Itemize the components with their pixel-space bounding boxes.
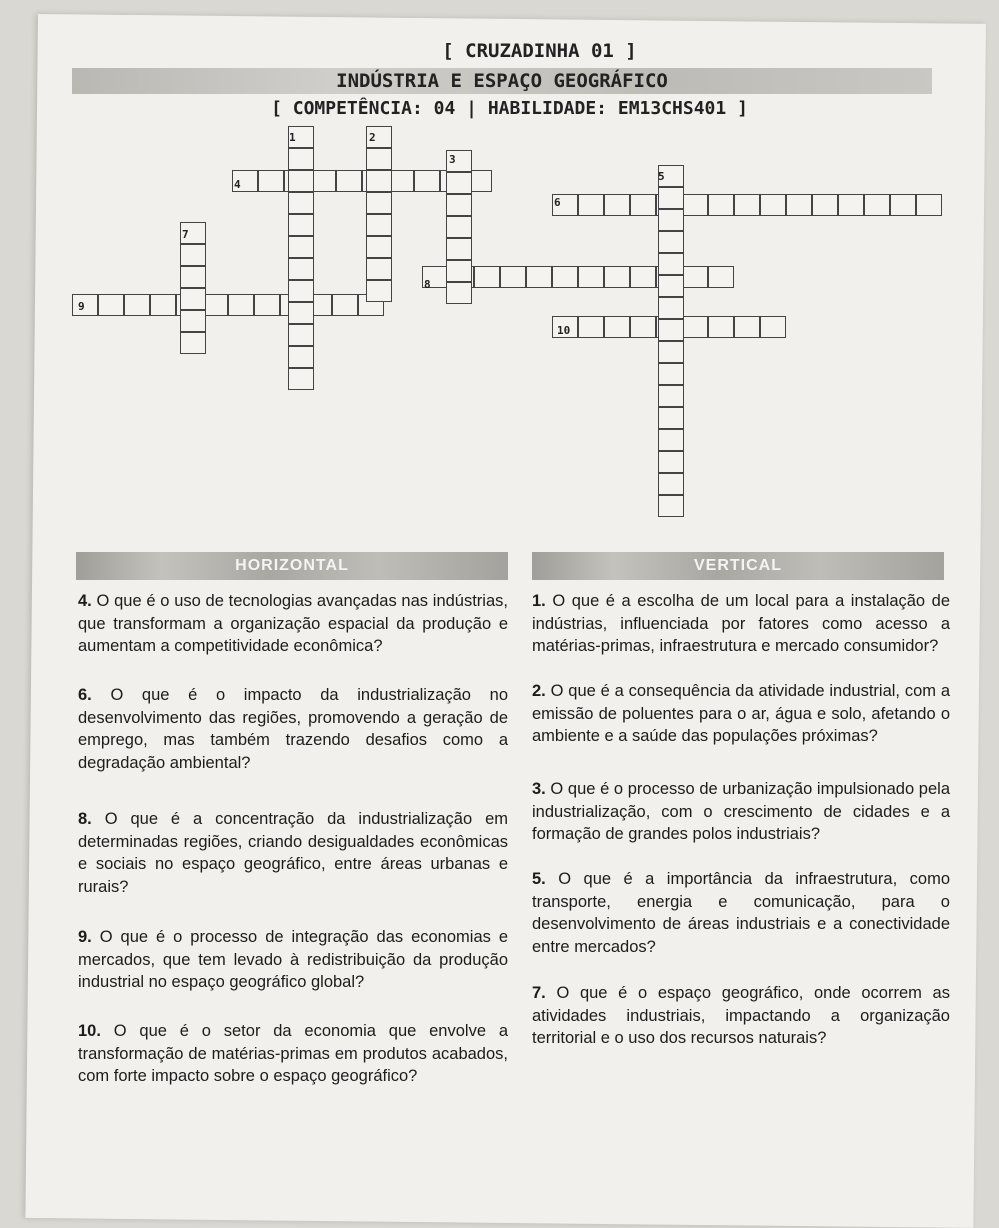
crossword-cell-word-5[interactable] bbox=[658, 341, 684, 363]
vertical-header: VERTICAL bbox=[532, 552, 944, 580]
crossword-cell-word-8[interactable] bbox=[708, 266, 734, 288]
crossword-cell-word-5[interactable] bbox=[658, 319, 684, 341]
crossword-cell-word-8[interactable] bbox=[682, 266, 708, 288]
crossword-cell-word-5[interactable] bbox=[658, 231, 684, 253]
crossword-cell-word-9[interactable] bbox=[72, 294, 98, 316]
crossword-cell-word-10[interactable] bbox=[578, 316, 604, 338]
crossword-cell-word-10[interactable] bbox=[604, 316, 630, 338]
clue-horizontal-9: 9. O que é o processo de integração das economias e mercados, que tem levado à redistribuição da produção industrial no espaço geográfico global? bbox=[78, 928, 509, 991]
crossword-cell-word-1[interactable] bbox=[288, 170, 314, 192]
crossword-cell-word-2[interactable] bbox=[366, 280, 392, 302]
crossword-cell-word-4[interactable] bbox=[336, 170, 362, 192]
clue-vertical-1: 1. O que é a escolha de um local para a instalação de indústrias, influenciada por fatores como acesso a matérias-primas, infraestrutura e mercado consumidor? bbox=[532, 592, 951, 655]
grid-number-5: 5 bbox=[658, 170, 665, 183]
crossword-cell-word-5[interactable] bbox=[658, 297, 684, 319]
crossword-cell-word-5[interactable] bbox=[658, 385, 684, 407]
crossword-cell-word-6[interactable] bbox=[708, 194, 734, 216]
crossword-cell-word-3[interactable] bbox=[446, 172, 472, 194]
grid-number-3: 3 bbox=[449, 153, 456, 166]
crossword-cell-word-7[interactable] bbox=[180, 244, 206, 266]
crossword-cell-word-7[interactable] bbox=[180, 288, 206, 310]
clue-horizontal-10: 10. O que é o setor da economia que envolve a transformação de matérias-primas em produtos acabados, com forte impacto sobre o espaço geográfico? bbox=[78, 1022, 508, 1085]
crossword-cell-word-6[interactable] bbox=[578, 194, 604, 216]
crossword-cell-word-2[interactable] bbox=[366, 214, 392, 236]
crossword-cell-word-1[interactable] bbox=[288, 192, 314, 214]
crossword-cell-word-8[interactable] bbox=[630, 266, 656, 288]
crossword-cell-word-9[interactable] bbox=[150, 294, 176, 316]
grid-number-9: 9 bbox=[78, 300, 85, 313]
crossword-cell-word-10[interactable] bbox=[734, 316, 760, 338]
crossword-cell-word-9[interactable] bbox=[124, 294, 150, 316]
crossword-cell-word-5[interactable] bbox=[658, 473, 684, 495]
crossword-cell-word-3[interactable] bbox=[446, 194, 472, 216]
crossword-cell-word-7[interactable] bbox=[180, 266, 206, 288]
clue-vertical-7: 7. O que é o espaço geográfico, onde ocorrem as atividades industriais, impactando a organização territorial e o uso dos recursos naturais? bbox=[532, 984, 950, 1047]
crossword-cell-word-10[interactable] bbox=[760, 316, 786, 338]
crossword-cell-word-9[interactable] bbox=[228, 294, 254, 316]
crossword-cell-word-5[interactable] bbox=[658, 275, 684, 297]
crossword-cell-word-7[interactable] bbox=[180, 310, 206, 332]
crossword-cell-word-9[interactable] bbox=[98, 294, 124, 316]
crossword-cell-word-6[interactable] bbox=[864, 194, 890, 216]
crossword-cell-word-9[interactable] bbox=[332, 294, 358, 316]
crossword-cell-word-6[interactable] bbox=[916, 194, 942, 216]
crossword-cell-word-5[interactable] bbox=[658, 363, 684, 385]
crossword-cell-word-8[interactable] bbox=[474, 266, 500, 288]
grid-number-4: 4 bbox=[234, 178, 241, 191]
competency-line: [ COMPETÊNCIA: 04 | HABILIDADE: EM13CHS401 ] bbox=[271, 98, 748, 119]
clue-horizontal-8: 8. O que é a concentração da industrialização em determinadas regiões, criando desigualdades econômicas e sociais no espaço geográfico, entre áreas urbanas e rurais? bbox=[78, 810, 508, 896]
crossword-cell-word-2[interactable] bbox=[366, 170, 392, 192]
grid-number-2: 2 bbox=[369, 131, 376, 144]
crossword-cell-word-5[interactable] bbox=[658, 253, 684, 275]
clue-vertical-3: 3. O que é o processo de urbanização impulsionado pela industrialização, com o crescimento de cidades e a formação de grandes polos industriais? bbox=[532, 780, 950, 843]
crossword-cell-word-1[interactable] bbox=[288, 258, 314, 280]
crossword-cell-word-6[interactable] bbox=[890, 194, 916, 216]
crossword-cell-word-5[interactable] bbox=[658, 429, 684, 451]
crossword-cell-word-6[interactable] bbox=[682, 194, 708, 216]
crossword-cell-word-6[interactable] bbox=[812, 194, 838, 216]
crossword-cell-word-6[interactable] bbox=[838, 194, 864, 216]
grid-number-6: 6 bbox=[554, 196, 561, 209]
crossword-cell-word-10[interactable] bbox=[630, 316, 656, 338]
crossword-cell-word-5[interactable] bbox=[658, 451, 684, 473]
crossword-cell-word-7[interactable] bbox=[180, 332, 206, 354]
grid-number-1: 1 bbox=[289, 131, 296, 144]
crossword-cell-word-1[interactable] bbox=[288, 214, 314, 236]
clue-horizontal-4: 4. O que é o uso de tecnologias avançadas nas indústrias, que transformam a organização espacial da produção e aumentam a competitividade econômica? bbox=[78, 592, 508, 655]
crossword-cell-word-6[interactable] bbox=[734, 194, 760, 216]
clue-vertical-2: 2. O que é a consequência da atividade industrial, com a emissão de poluentes para o ar, água e solo, afetando o ambiente e a saúde das populações próximas? bbox=[532, 682, 950, 745]
crossword-cell-word-6[interactable] bbox=[604, 194, 630, 216]
crossword-cell-word-2[interactable] bbox=[366, 258, 392, 280]
crossword-cell-word-1[interactable] bbox=[288, 368, 314, 390]
crossword-cell-word-2[interactable] bbox=[366, 148, 392, 170]
horizontal-header: HORIZONTAL bbox=[76, 552, 508, 580]
crossword-cell-word-4[interactable] bbox=[258, 170, 284, 192]
crossword-cell-word-3[interactable] bbox=[446, 238, 472, 260]
grid-number-8: 8 bbox=[424, 278, 431, 291]
crossword-cell-word-9[interactable] bbox=[254, 294, 280, 316]
crossword-cell-word-8[interactable] bbox=[578, 266, 604, 288]
crossword-cell-word-5[interactable] bbox=[658, 209, 684, 231]
crossword-cell-word-10[interactable] bbox=[682, 316, 708, 338]
crossword-cell-word-1[interactable] bbox=[288, 324, 314, 346]
crossword-cell-word-3[interactable] bbox=[446, 282, 472, 304]
crossword-cell-word-1[interactable] bbox=[288, 346, 314, 368]
crossword-cell-word-10[interactable] bbox=[708, 316, 734, 338]
crossword-cell-word-6[interactable] bbox=[630, 194, 656, 216]
crossword-cell-word-1[interactable] bbox=[288, 302, 314, 324]
crossword-cell-word-1[interactable] bbox=[288, 280, 314, 302]
clue-horizontal-6: 6. O que é o impacto da industrialização no desenvolvimento das regiões, promovendo a geração de emprego, mas também trazendo desafios como a degradação ambiental? bbox=[78, 686, 508, 772]
crossword-cell-word-8[interactable] bbox=[526, 266, 552, 288]
crossword-cell-word-8[interactable] bbox=[552, 266, 578, 288]
crossword-cell-word-8[interactable] bbox=[500, 266, 526, 288]
grid-number-7: 7 bbox=[182, 228, 189, 241]
crossword-cell-word-2[interactable] bbox=[366, 236, 392, 258]
grid-number-10: 10 bbox=[557, 324, 571, 337]
crossword-cell-word-3[interactable] bbox=[446, 216, 472, 238]
crossword-cell-word-1[interactable] bbox=[288, 148, 314, 170]
crossword-cell-word-3[interactable] bbox=[446, 260, 472, 282]
crossword-cell-word-5[interactable] bbox=[658, 407, 684, 429]
worksheet-title: [ CRUZADINHA 01 ] bbox=[442, 40, 637, 62]
crossword-cell-word-5[interactable] bbox=[658, 187, 684, 209]
crossword-cell-word-2[interactable] bbox=[366, 192, 392, 214]
crossword-cell-word-8[interactable] bbox=[604, 266, 630, 288]
crossword-cell-word-5[interactable] bbox=[658, 495, 684, 517]
crossword-cell-word-1[interactable] bbox=[288, 236, 314, 258]
crossword-cell-word-4[interactable] bbox=[414, 170, 440, 192]
worksheet-subtitle: INDÚSTRIA E ESPAÇO GEOGRÁFICO bbox=[72, 68, 932, 94]
crossword-cell-word-6[interactable] bbox=[760, 194, 786, 216]
crossword-cell-word-6[interactable] bbox=[786, 194, 812, 216]
clue-vertical-5: 5. O que é a importância da infraestrutura, como transporte, energia e comunicação, para o desenvolvimento de áreas industriais e a conectividade entre mercados? bbox=[532, 870, 950, 956]
